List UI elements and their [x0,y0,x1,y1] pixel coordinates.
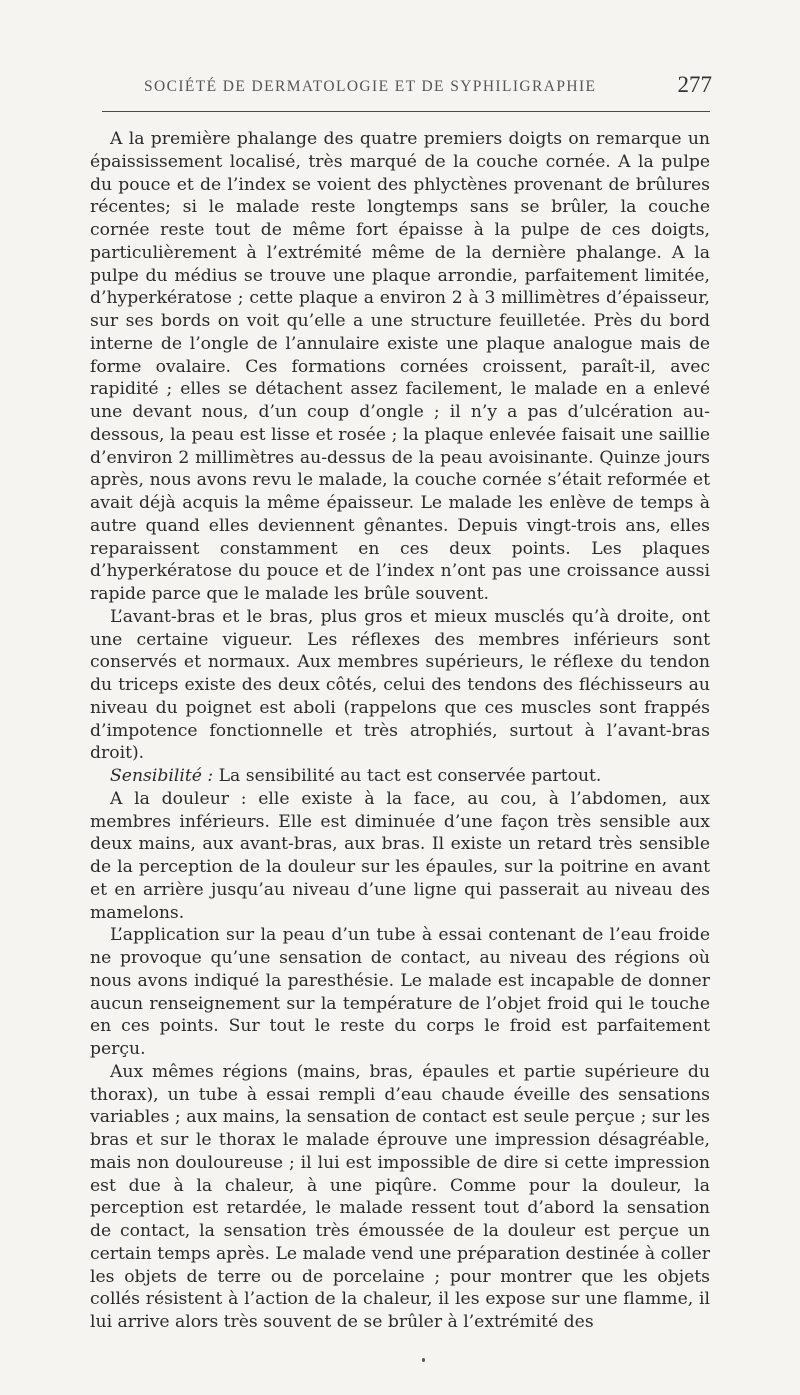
paragraph-sensibility [90,765,710,788]
paragraph-reflexes: L’avant-bras et le bras, plus gros et mieux musclés qu’à droite, ont une certaine vigueur. Les réflexes des membres inférieurs sont conservés et normaux. Aux membres supérieurs, le réflexe du tendon du triceps existe des deux côtés, celui des tendons des fléchisseurs au niveau du poignet est aboli (rappelons que ces muscles sont frappés d’impotence fonctionnelle et très atrophiés, surtout à l’avant-bras droit). [90,606,710,764]
body-text [90,128,710,1334]
paragraph-hyperkeratosis: A la première phalange des quatre premiers doigts on remarque un épaississement localisé, très marqué de la couche cornée. A la pulpe du pouce et de l’index se voient des phlyctènes provenant de brûlures récentes; si le malade reste longtemps sans se brûler, la couche cornée reste tout de même fort épaisse à la pulpe de ces doigts, particulièrement à l’extrémité même de la dernière phalange. A la pulpe du médius se trouve une plaque arrondie, parfaitement limitée, d’hyperkératose ; cette plaque a environ 2 à 3 millimètres d’épaisseur, sur ses bords on voit qu’elle a une structure feuilletée. Près du bord interne de l’ongle de l’annulaire existe une plaque analogue mais de forme ovalaire. Ces formations cornées croissent, paraît-il, avec rapidité ; elles se détachent assez facilement, le malade en a enlevé une devant nous, d’un coup d’ongle ; il n’y a pas d’ulcération au-dessous, la peau est lisse et rosée ; la plaque enlevée faisait une saillie d’environ 2 millimètres au-dessus de la peau avoisinante. Quinze jours après, nous avons revu le malade, la couche cornée s’était reformée et avait déjà acquis la même épaisseur. Le malade les enlève de temps à autre quand elles deviennent gênantes. Depuis vingt-trois ans, elles reparaissent constamment en ces deux points. Les plaques d’hyperkératose du pouce et de l’index n’ont pas une croissance aussi rapide parce que le malade les brûle souvent. [90,129,710,604]
print-speck [422,1358,425,1362]
paragraph-sensibility-text: La sensibilité au tact est conservée partout. [213,766,602,786]
page-header [92,72,712,102]
header-rule [102,111,710,112]
paragraph-heat: Aux mêmes régions (mains, bras, épaules et partie supérieure du thorax), un tube à essai rempli d’eau chaude éveille des sensations variables ; aux mains, la sensation de contact est seule perçue ; sur les bras et sur le thorax le malade éprouve une impression désagréable, mais non douloureuse ; il lui est impossible de dire si cette impression est due à la chaleur, à une piqûre. Comme pour la douleur, la perception est retardée, le malade ressent tout d’abord la sensation de contact, la sensation très émoussée de la douleur est perçue un certain temps après. Le malade vend une préparation destinée à coller les objets de terre ou de porcelaine ; pour montrer que les objets collés résistent à l’action de la chaleur, il les expose sur une flamme, il lui arrive alors très souvent de se brûler à l’extrémité des [90,1061,710,1332]
section-label-sensibility: Sensibilité : [110,766,214,786]
page-number: 277 [677,72,712,97]
running-title: SOCIÉTÉ DE DERMATOLOGIE ET DE SYPHILIGRAPHIE [144,78,597,95]
paragraph-cold: L’application sur la peau d’un tube à essai contenant de l’eau froide ne provoque qu’une sensation de contact, au niveau des régions où nous avons indiqué la paresthésie. Le malade est incapable de donner aucun renseignement sur la température de l’objet froid qui le touche en ces points. Sur tout le reste du corps le froid est parfaitement perçu. [90,925,710,1059]
paragraph-pain: A la douleur : elle existe à la face, au cou, à l’abdomen, aux membres inférieurs. Elle est diminuée d’une façon très sensible aux deux mains, aux avant-bras, aux bras. Il existe un retard très sensible de la perception de la douleur sur les épaules, sur la poitrine en avant et en arrière jusqu’au niveau d’une ligne qui passerait au niveau des mamelons. [90,788,710,923]
